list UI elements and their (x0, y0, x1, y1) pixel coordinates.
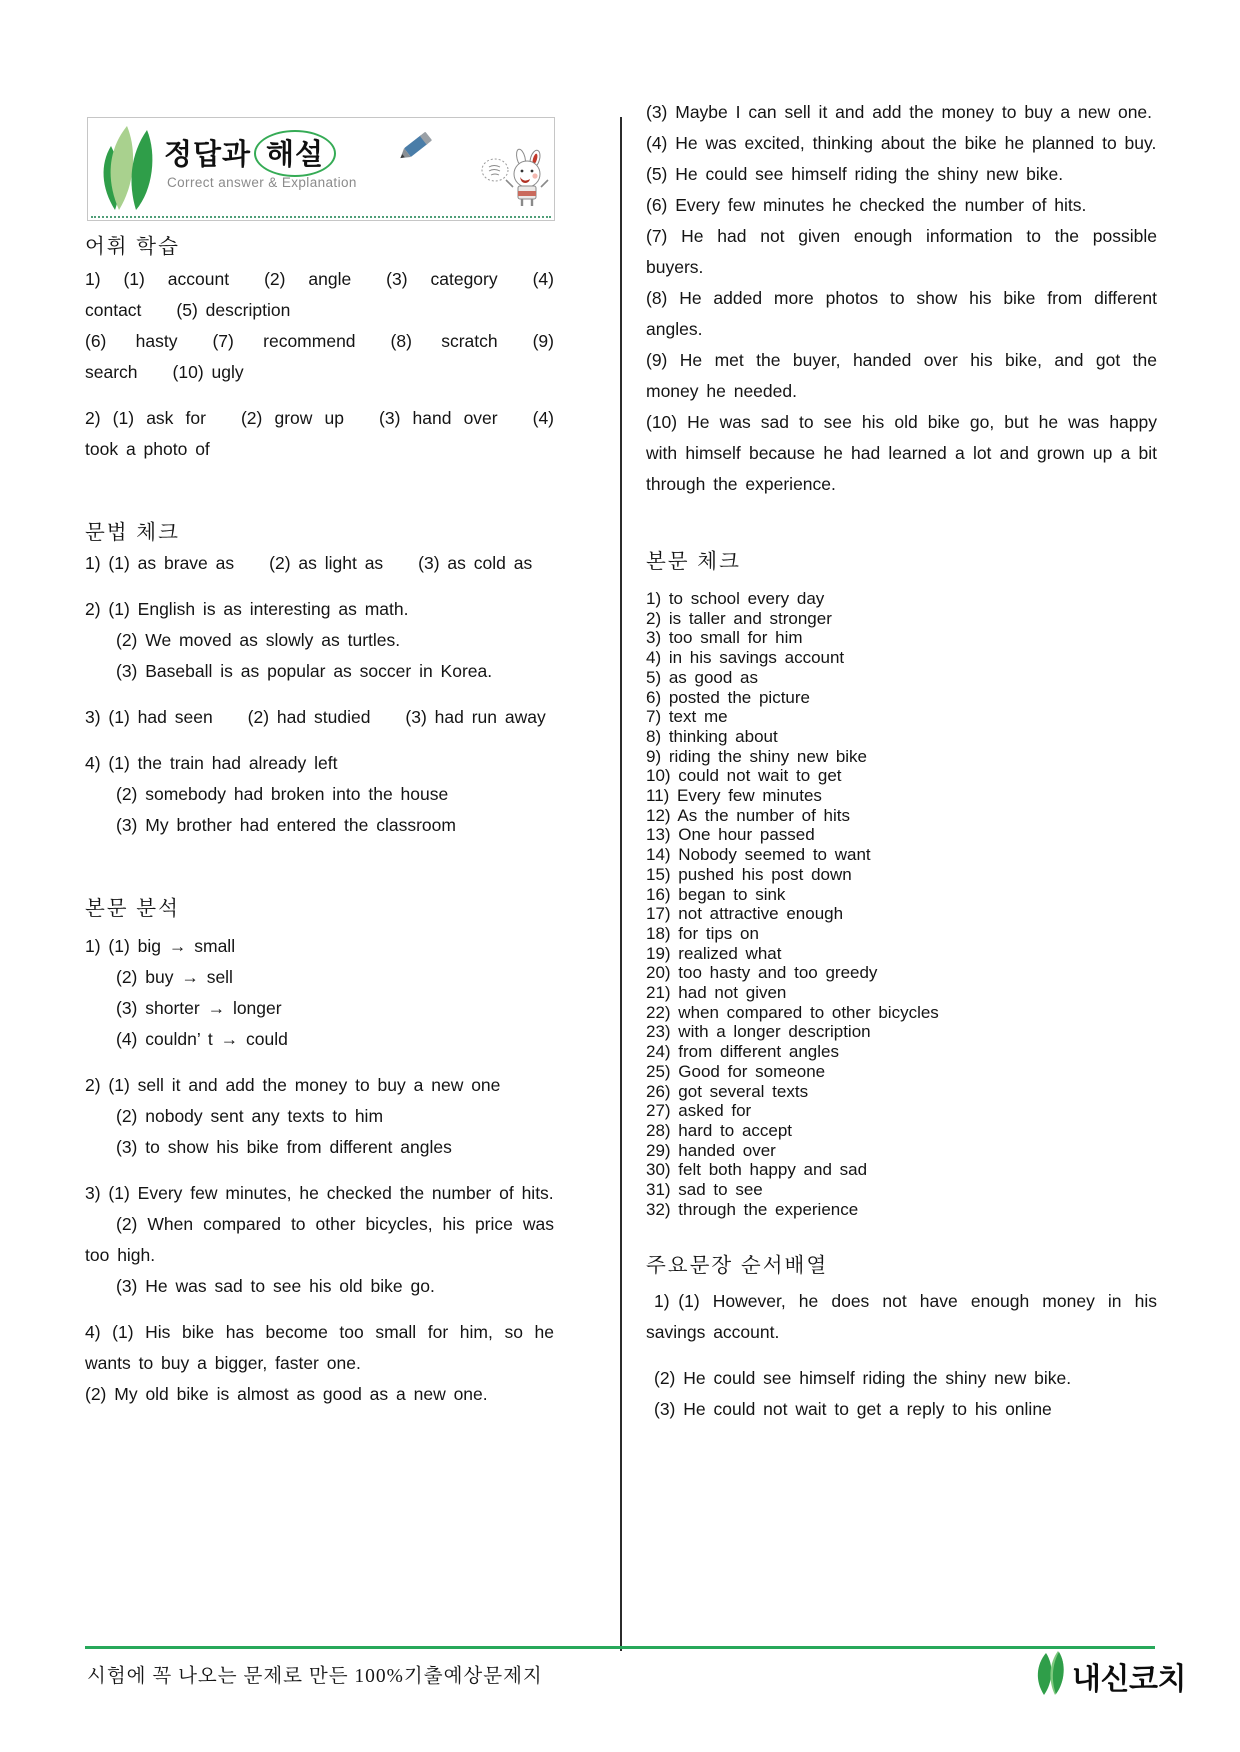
check-item: 11) Every few minutes (646, 786, 822, 806)
check-item: 13) One hour passed (646, 825, 815, 845)
logo-title-circled: 해설 (254, 130, 336, 177)
passage-item: (7) He had not given enough information to the possible buyers. (646, 226, 1157, 277)
check-item: 18) for tips on (646, 923, 759, 943)
order-item: (2) He could see himself riding the shiny new bike. (654, 1367, 1072, 1388)
vocab-item: 2) (1) ask for (2) grow up (3) hand over (4) took a photo of (85, 408, 554, 459)
check-item: 21) had not given (646, 983, 787, 1003)
grammar-item: (3) Baseball is as popular as soccer in Korea. (116, 661, 493, 681)
check-item: 9) riding the shiny new bike (646, 746, 868, 766)
passage-item: (10) He was sad to see his old bike go, but he was happy with himself because he had learned a lot and grown up a bit through the experience. (646, 412, 1157, 494)
analysis-item: (3) He was sad to see his old bike go. (116, 1276, 435, 1296)
analysis-item: 1) (1) big → small (85, 936, 236, 956)
check-item: 6) posted the picture (646, 687, 810, 707)
check-item: 1) to school every day (646, 589, 825, 608)
check-item: 14) Nobody seemed to want (646, 845, 871, 865)
header-logo-box (87, 117, 555, 221)
analysis-item: (2) When compared to other bicycles, his price was too high. (85, 1214, 554, 1265)
left-column (85, 231, 554, 1410)
check-item: 31) sad to see (646, 1180, 763, 1200)
logo-subtitle: Correct answer & Explanation (167, 175, 357, 190)
passage-item: (9) He met the buyer, handed over his bike, and got the money he needed. (646, 350, 1157, 401)
check-item: 26) got several texts (646, 1081, 809, 1101)
passage-item: (8) He added more photos to show his bike from different angles. (646, 288, 1157, 339)
mascot-rabbit-icon (480, 142, 552, 217)
passage-item: (6) Every few minutes he checked the number of hits. (646, 195, 1087, 215)
check-item: 30) felt both happy and sad (646, 1160, 868, 1180)
check-item: 22) when compared to other bicycles (646, 1002, 939, 1022)
brand-leaf-icon (1032, 1649, 1070, 1702)
footer-brand (1032, 1649, 1186, 1702)
grammar-item: 1) (1) as brave as (2) as light as (3) as cold as (85, 553, 533, 573)
check-item: 16) began to sink (646, 884, 786, 904)
check-item: 17) not attractive enough (646, 904, 844, 924)
analysis-item: (2) buy → sell (116, 967, 233, 987)
analysis-item: 4) (1) His bike has become too small for him, so he wants to buy a bigger, faster one. (85, 1322, 554, 1373)
grammar-item: 4) (1) the train had already left (85, 753, 338, 773)
check-item: 24) from different angles (646, 1042, 839, 1062)
vocab-item: (6) hasty (7) recommend (8) scratch (9) search (10) ugly (85, 331, 554, 382)
check-item: 25) Good for someone (646, 1061, 826, 1081)
footer-brand-name: 내신코치 (1072, 1662, 1186, 1696)
check-item: 15) pushed his post down (646, 864, 852, 884)
analysis-item: (2) nobody sent any texts to him (116, 1106, 384, 1126)
grammar-item: 3) (1) had seen (2) had studied (3) had run away (85, 707, 546, 727)
check-item: 4) in his savings account (646, 648, 845, 668)
order-item: 1) (1) However, he does not have enough money in his savings account. (646, 1290, 1157, 1342)
passage-item: (4) He was excited, thinking about the bike he planned to buy. (646, 133, 1157, 153)
section-title-analysis: 본문 분석 (85, 897, 180, 920)
right-column (646, 97, 1157, 1425)
check-item: 3) too small for him (646, 628, 803, 648)
check-item: 19) realized what (646, 943, 782, 963)
section-title-order: 주요문장 순서배열 (646, 1253, 829, 1277)
pencil-icon (394, 124, 442, 171)
analysis-item: 2) (1) sell it and add the money to buy a new one (85, 1075, 501, 1095)
check-item: 10) could not wait to get (646, 766, 842, 786)
vocab-item: 1) (1) account (2) angle (3) category (4) contact (5) description (85, 269, 554, 320)
check-item: 32) through the experience (646, 1199, 859, 1219)
check-item: 8) thinking about (646, 726, 778, 746)
footer-tagline: 시험에 꼭 나오는 문제로 만든 100%기출예상문제지 (87, 1666, 543, 1687)
logo-title-left: 정답과 (164, 139, 252, 171)
analysis-item: 3) (1) Every few minutes, he checked the number of hits. (85, 1183, 554, 1203)
analysis-item: (3) shorter → longer (116, 998, 282, 1018)
check-item: 7) text me (646, 707, 728, 727)
passage-item: (5) He could see himself riding the shiny new bike. (646, 164, 1064, 184)
grammar-item: (2) somebody had broken into the house (116, 784, 449, 804)
brand-leaves-icon (95, 122, 159, 219)
check-item: 28) hard to accept (646, 1120, 793, 1140)
grammar-item: 2) (1) English is as interesting as math. (85, 599, 409, 619)
section-title-vocab: 어휘 학습 (85, 235, 180, 258)
order-item: (3) He could not wait to get a reply to his online (654, 1398, 1052, 1419)
logo-title (164, 130, 336, 177)
column-divider (620, 117, 622, 1651)
section-title-grammar: 문법 체크 (85, 521, 180, 544)
section-title-check: 본문 체크 (646, 550, 741, 573)
check-item: 5) as good as (646, 667, 759, 687)
footer-divider-line (85, 1646, 1155, 1649)
check-item: 12) As the number of hits (646, 805, 850, 825)
analysis-item: (2) My old bike is almost as good as a new one. (85, 1384, 488, 1404)
analysis-item: (3) to show his bike from different angles (116, 1137, 452, 1157)
check-item: 23) with a longer description (646, 1022, 871, 1042)
check-item: 20) too hasty and too greedy (646, 963, 878, 983)
grammar-item: (3) My brother had entered the classroom (116, 815, 456, 835)
check-item: 27) asked for (646, 1101, 752, 1121)
check-item: 2) is taller and stronger (646, 608, 832, 628)
header-dashed-divider (91, 216, 551, 218)
grammar-item: (2) We moved as slowly as turtles. (116, 630, 401, 650)
passage-item: (3) Maybe I can sell it and add the money to buy a new one. (646, 102, 1153, 122)
analysis-item: (4) couldn’ t → could (116, 1029, 288, 1049)
check-item: 29) handed over (646, 1140, 776, 1160)
